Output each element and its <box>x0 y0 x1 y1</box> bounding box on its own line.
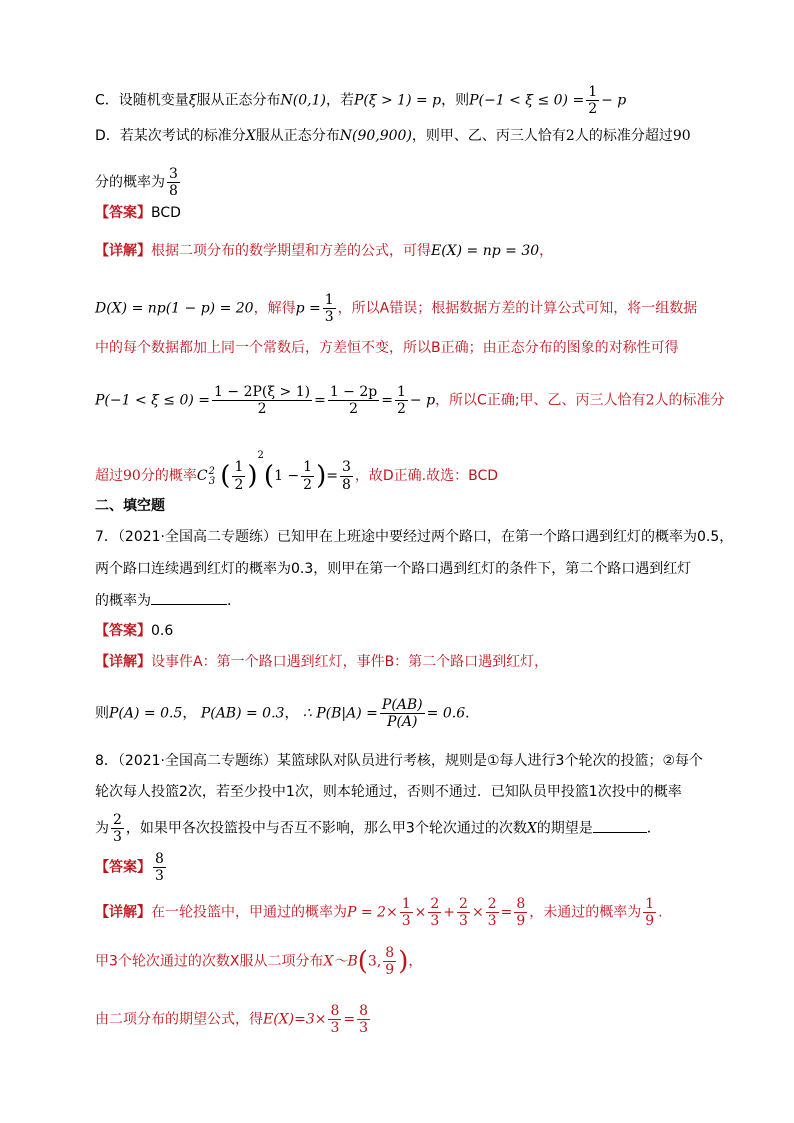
q8-line1: 8．（2021·全国高二专题练）某篮球队对队员进行考核，规则是①每人进行3个轮次的投篮；②每个 <box>95 753 703 769</box>
math: p = <box>295 300 321 317</box>
text: ，则甲、乙、丙三人恰有 <box>411 128 566 144</box>
math: P = 2× <box>347 904 398 921</box>
text: 人的标准分 <box>654 392 725 409</box>
text: ，若 <box>325 92 354 109</box>
text: 在一轮投篮中，甲通过的概率为 <box>151 904 347 921</box>
exponent: 2 <box>257 450 264 461</box>
text: ，解得 <box>253 300 296 317</box>
text: 超过 <box>95 468 123 484</box>
fraction: $\frac{2}{3}$ <box>459 896 468 930</box>
fraction: $\frac{8}{3}$ <box>330 1003 340 1037</box>
answer-label: 【答案】 <box>95 859 151 876</box>
fraction: $\frac{1}{2}$ <box>303 459 313 493</box>
text: 则 <box>95 705 109 722</box>
xi-symbol: ξ <box>188 92 197 109</box>
answer-value: 0.6 <box>151 623 174 639</box>
math: 1 − <box>274 468 300 484</box>
fraction: $\frac{2}{3}$ <box>113 812 122 846</box>
detail-7-line2: 则P(A) = 0.5， P(AB) = 0.3， ∴ P(B|A) = $\frac{P(AB)}{P(A)}$ = 0.6． <box>95 697 480 731</box>
text: 甲3个轮次通过的次数X服从二项分布 <box>95 953 324 970</box>
q7-line2: 两个路口连续遇到红灯的概率为0.3，则甲在第一个路口遇到红灯的条件下，第二个路口遇到红灯 <box>95 561 692 577</box>
math: D(X) = np(1 − p) = 20 <box>95 300 254 317</box>
fraction: $\frac{1 - 2P(\xi > 1)}{2}$ <box>214 384 311 418</box>
answer-label: 【答案】 <box>95 623 151 639</box>
math: 3, <box>367 953 382 970</box>
text: ， <box>408 953 423 970</box>
fraction: $\frac{1 - 2p}{2}$ <box>329 384 378 418</box>
fraction: $\frac{2}{3}$ <box>487 896 497 930</box>
answer-8 <box>95 851 168 884</box>
text: ，所以C正确;甲、乙、丙三人恰有 <box>435 392 646 409</box>
fraction: $\frac{3}{8}$ <box>169 166 178 200</box>
option-d <box>95 126 691 146</box>
math: = 0.6 <box>426 705 466 722</box>
math: X～B <box>323 953 358 970</box>
math: N(90,900) <box>339 128 412 144</box>
answer-blank[interactable] <box>593 818 647 833</box>
text: ，如果甲各次投篮投中与否互不影响，那么甲3个轮次通过的次数 <box>125 820 527 837</box>
fraction: $\frac{1}{2}$ <box>588 84 598 118</box>
text: 分的概率为 <box>95 174 165 191</box>
math: N(0,1) <box>280 92 326 109</box>
math: E(X) = np = 30 <box>431 243 540 259</box>
detail-8-line3: 由二项分布的期望公式，得E(X)=3× $\frac{8}{3}$ = $\frac{8}{3}$ <box>95 1003 369 1037</box>
answer-6 <box>95 203 181 223</box>
math: − p <box>409 392 436 409</box>
option-d-line2 <box>95 166 182 199</box>
text: ， <box>539 243 554 259</box>
text: 服从正态分布 <box>196 92 281 109</box>
fraction: $\frac{1}{2}$ <box>234 459 244 493</box>
combination: $C^2_3$ <box>196 466 216 487</box>
detail-6-line2 <box>95 292 697 325</box>
text: ，则 <box>441 92 470 109</box>
detail-6-line3 <box>95 338 679 358</box>
math: 2 <box>565 128 575 144</box>
fraction: $\frac{8}{3}$ <box>359 1003 369 1037</box>
text: 服从正态分布 <box>255 128 340 144</box>
text: C．设随机变量 <box>95 92 189 109</box>
math: − p <box>601 92 627 109</box>
text: 的期望是 <box>536 820 593 837</box>
q8-line3 <box>95 812 661 845</box>
text: ，故D正确.故选：BCD <box>354 468 499 484</box>
text: D．若某次考试的标准分 <box>95 128 246 144</box>
text: 设事件A：第一个路口遇到红灯，事件B：第二个路口遇到红灯， <box>151 654 549 670</box>
fraction: $\frac{3}{8}$ <box>341 459 351 493</box>
detail-8-line2: 甲3个轮次通过的次数X服从二项分布X～B(3, $\frac{8}{9}$ )， <box>95 945 423 979</box>
option-c <box>95 84 626 117</box>
q7-line1: 7．（2021·全国高二专题练）已知甲在上班途中要经过两个路口，在第一个路口遇到红灯的概率为0.5， <box>95 529 734 545</box>
answer-label: 【答案】 <box>95 205 151 221</box>
math: 90 <box>123 468 141 484</box>
section-title: 二、填空题 <box>95 498 165 514</box>
text: ，未通过的概率为 <box>529 904 642 921</box>
text: 分的概率 <box>140 468 197 484</box>
answer-7 <box>95 621 173 641</box>
detail-6-line5: 超过90分的概率$C^2_3$ ( $\frac{1}{2}$ )$^2$(1 − $\frac{1}{2}$ )= $\frac{3}{8}$ ，故D正确.故选：BCD <box>95 450 499 493</box>
math: 90 <box>672 128 691 144</box>
math: P(A) = 0.5 <box>109 705 183 722</box>
answer-blank[interactable] <box>151 590 227 605</box>
fraction: $\frac{8}{3}$ <box>155 851 164 885</box>
text: 为 <box>95 820 109 837</box>
detail-6-line4: P(−1 < ξ ≤ 0) = $\frac{1 - 2P(\xi > 1)}{2}$ = $\frac{1 - 2p}{2}$ = $\frac{1}{2}$ − p，所以C正确;甲、乙、丙三人恰有2人的标准分 <box>95 384 725 418</box>
fraction: $\frac{1}{9}$ <box>645 896 655 930</box>
text: ，所以A错误；根据数据方差的计算公式可知，将一组数据 <box>337 300 698 317</box>
text: 中的每个数据都加上同一个常数后，方差恒不变，所以B正确；由正态分布的图象的对称性可得 <box>95 340 679 356</box>
text: 的概率为 <box>95 593 151 609</box>
math: P(ξ > 1) = p <box>353 92 442 109</box>
detail-label: 【详解】 <box>95 904 151 921</box>
fraction: $\frac{1}{2}$ <box>396 384 406 418</box>
q8-line2: 轮次每人投篮2次，若至少投中1次，则本轮通过，否则不通过．已知队员甲投篮1次投中的概率 <box>95 784 682 800</box>
text: . <box>658 904 663 921</box>
math: E(X)=3× <box>263 1011 327 1028</box>
math: X <box>245 128 256 144</box>
fraction: $\frac{P(AB)}{P(A)}$ <box>381 697 423 731</box>
detail-8-line1: 【详解】在一轮投篮中，甲通过的概率为P = 2× $\frac{1}{3}$ × $\frac{2}{3}$ + $\frac{2}{3}$ × $\frac{2}{3}$ = $\frac{8}{9}$ ，未通过的概率为 $\frac{1}{9}$ . <box>95 896 663 930</box>
text: 人的标准分超过 <box>574 128 673 144</box>
text: ． <box>227 593 241 609</box>
math: ∴ P(B|A) = <box>302 705 378 722</box>
fraction: $\frac{1}{3}$ <box>324 292 334 326</box>
text: 由二项分布的期望公式，得 <box>95 1011 263 1028</box>
detail-label: 【详解】 <box>95 243 151 259</box>
math: 2 <box>645 392 655 409</box>
text: 根据二项分布的数学期望和方差的公式，可得 <box>151 243 431 259</box>
detail-label: 【详解】 <box>95 654 151 670</box>
fraction: $\frac{1}{3}$ <box>401 896 411 930</box>
fraction: $\frac{8}{9}$ <box>516 896 526 930</box>
text: ． <box>465 705 480 722</box>
math: P(−1 < ξ ≤ 0) = <box>469 92 585 109</box>
fraction: $\frac{2}{3}$ <box>430 896 440 930</box>
text: ． <box>646 820 661 837</box>
detail-6-line1 <box>95 241 553 261</box>
q7-line3 <box>95 590 241 611</box>
answer-value: BCD <box>151 205 181 221</box>
detail-7-line1 <box>95 652 548 672</box>
fraction: $\frac{8}{9}$ <box>385 945 395 979</box>
math: P(−1 < ξ ≤ 0) = <box>95 392 211 409</box>
math: X <box>526 820 537 837</box>
math: P(AB) = 0.3 <box>200 705 285 722</box>
